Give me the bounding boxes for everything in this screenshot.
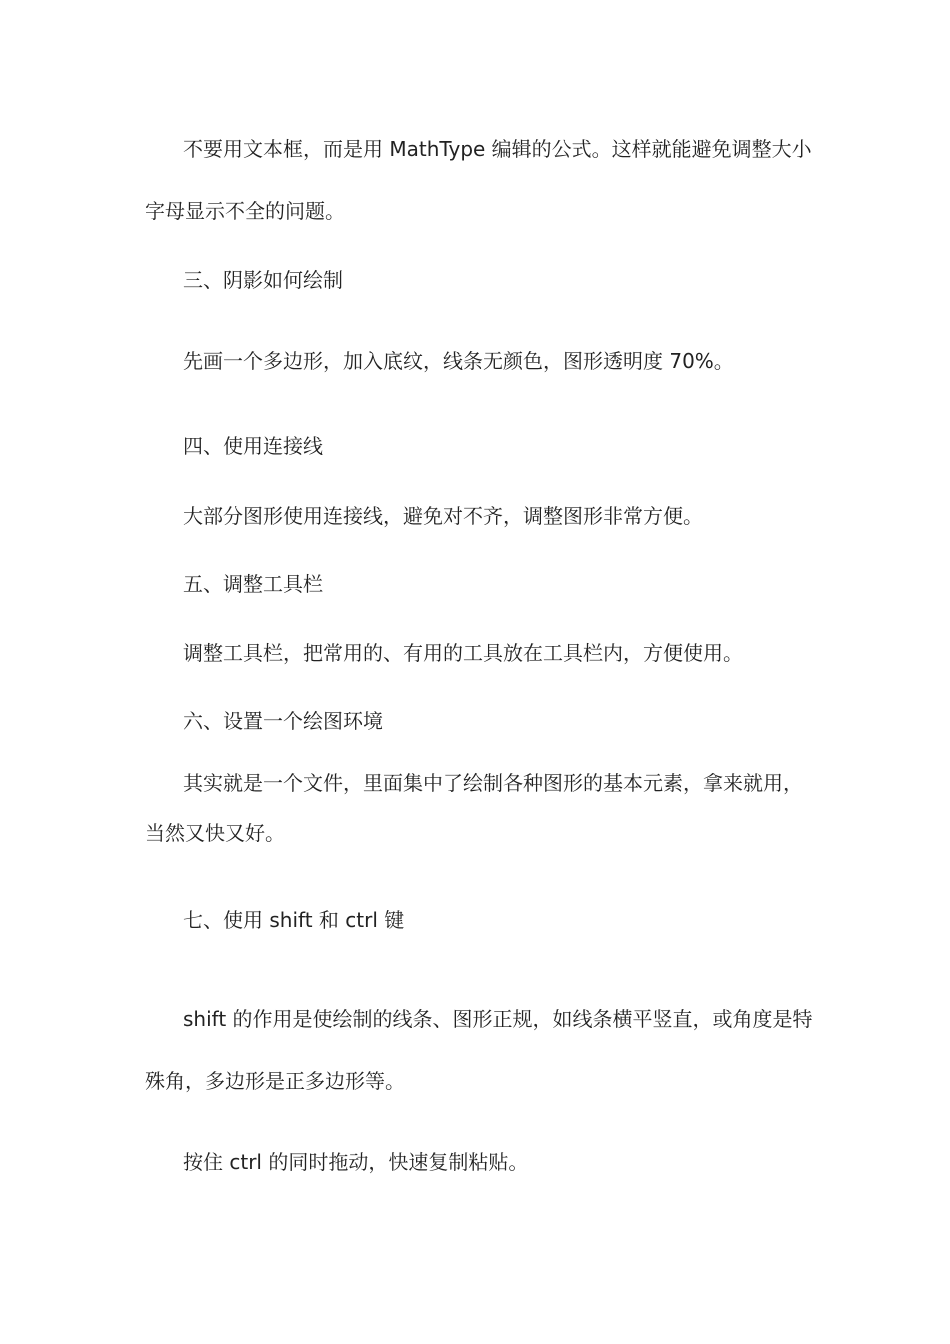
- paragraph-drawing-env-tip: 其实就是一个文件，里面集中了绘制各种图形的基本元素，拿来就用，当然又快又好。: [145, 771, 803, 845]
- heading-toolbar: 五、调整工具栏: [183, 572, 323, 596]
- paragraph-connector-tip: 大部分图形使用连接线，避免对不齐，调整图形非常方便。: [183, 504, 703, 528]
- paragraph-shadow-tip: 先画一个多边形，加入底纹，线条无颜色，图形透明度 70%。: [183, 349, 734, 373]
- paragraph-shift-tip: shift 的作用是使绘制的线条、图形正规，如线条横平竖直，或角度是特殊角，多边形是正多边形等。: [145, 1007, 813, 1093]
- paragraph-toolbar-tip: 调整工具栏，把常用的、有用的工具放在工具栏内，方便使用。: [183, 641, 743, 665]
- heading-shift-ctrl: 七、使用 shift 和 ctrl 键: [183, 908, 405, 932]
- paragraph-ctrl-tip: 按住 ctrl 的同时拖动，快速复制粘贴。: [183, 1150, 529, 1174]
- heading-shadow: 三、阴影如何绘制: [183, 268, 343, 292]
- heading-connector: 四、使用连接线: [183, 434, 323, 458]
- heading-drawing-env: 六、设置一个绘图环境: [183, 709, 383, 733]
- paragraph-mathtype-tip: 不要用文本框，而是用 MathType 编辑的公式。这样就能避免调整大小字母显示不全的问题。: [145, 137, 812, 223]
